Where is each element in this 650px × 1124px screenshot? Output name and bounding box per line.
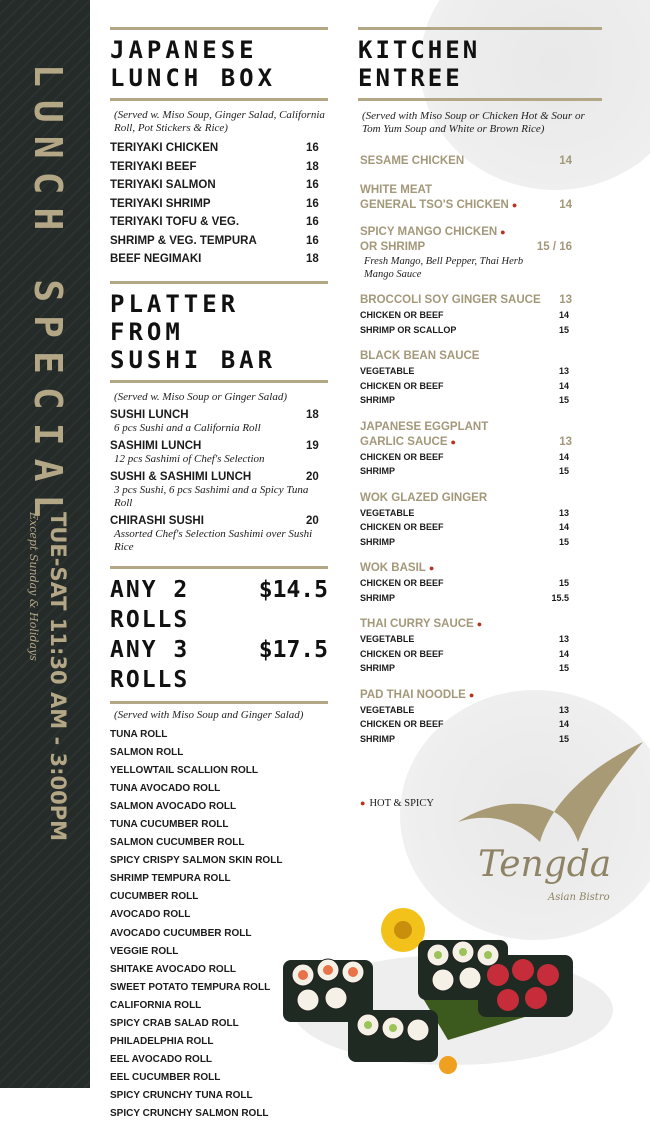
item-price: 20 <box>306 470 319 483</box>
item-name: THAI CURRY SAUCE <box>360 618 474 630</box>
item-price: 13 <box>559 435 572 448</box>
item-price: 19 <box>306 439 319 452</box>
menu-item <box>360 293 572 337</box>
menu-item <box>110 514 328 554</box>
heading-line: JAPANESE <box>110 36 258 64</box>
chili-pepper-icon: ● <box>511 200 518 210</box>
roll-item: SALMON AVOCADO ROLL <box>110 800 237 812</box>
menu-item <box>360 183 572 213</box>
option-name: CHICKEN OR BEEF <box>360 578 444 588</box>
option-price: 13 <box>558 634 569 644</box>
option-price: 15 <box>558 663 569 673</box>
option-price: 15 <box>558 324 569 335</box>
lunch-box-section <box>110 27 328 269</box>
option-name: CHICKEN OR BEEF <box>360 719 444 729</box>
legend-label: HOT & SPICY <box>369 798 435 809</box>
item-name: SUSHI & SASHIMI LUNCH <box>110 470 252 483</box>
roll-item: TUNA AVOCADO ROLL <box>110 782 221 794</box>
item-name: SPICY MANGO CHICKEN <box>360 226 498 238</box>
menu-item <box>110 470 328 510</box>
lunch-special-title: LUNCH SPECIAL <box>26 64 70 531</box>
roll-item: SPICY CRISPY SALMON SKIN ROLL <box>110 855 283 867</box>
lunch-box-list <box>110 139 328 269</box>
menu-item <box>110 195 328 214</box>
rolls-offer-price: $14.5 <box>258 576 328 603</box>
served-note: (Served with Miso Soup or Chicken Hot & Sour or Tom Yum Soup and White or Brown Rice) <box>362 110 585 135</box>
roll-item: YELLOWTAIL SCALLION ROLL <box>110 764 258 776</box>
heading-line: SUSHI BAR <box>110 345 277 374</box>
item-description: Fresh Mango, Bell Pepper, Thai Herb Mango Sauce <box>364 256 524 280</box>
chili-pepper-icon: ● <box>450 436 456 447</box>
item-name: OR SHRIMP <box>360 241 426 253</box>
roll-item: VEGGIE ROLL <box>110 945 179 957</box>
option-name: SHRIMP <box>360 536 396 547</box>
option-name: CHICKEN OR BEEF <box>360 451 444 462</box>
rolls-offer-price: $17.5 <box>258 636 328 663</box>
item-name: WHITE MEAT <box>360 184 432 196</box>
kitchen-heading: KITCHEN ENTREE <box>358 36 481 92</box>
sidebar <box>0 0 90 1088</box>
item-price: 18 <box>306 253 319 265</box>
menu-item <box>110 439 328 466</box>
item-name: BEEF NEGIMAKI <box>110 253 202 265</box>
roll-item: AVOCADO CUCUMBER ROLL <box>110 927 252 939</box>
hours-exception-note: Except Sunday & Holidays <box>27 512 40 661</box>
option-price: 14 <box>558 648 569 659</box>
menu-item <box>360 561 572 605</box>
rolls-offer-label: ANY 3 ROLLS <box>110 636 190 693</box>
roll-item: SHRIMP TEMPURA ROLL <box>110 873 231 885</box>
option-name: SHRIMP <box>360 395 396 405</box>
option-price: 15 <box>558 733 569 744</box>
item-name: BLACK BEAN SAUCE <box>360 350 480 362</box>
menu-item <box>360 154 572 169</box>
option-price: 15.5 <box>551 592 569 603</box>
option-name: CHICKEN OR BEEF <box>360 310 444 320</box>
item-name: TERIYAKI TOFU & VEG. <box>110 216 240 228</box>
item-description: 12 pcs Sashimi of Chef's Selection <box>114 452 265 465</box>
logo-name: Tengda <box>478 844 612 885</box>
served-note: (Served with Miso Soup and Ginger Salad) <box>114 708 304 721</box>
roll-item: AVOCADO ROLL <box>110 909 191 921</box>
roll-item: SALMON ROLL <box>110 746 184 758</box>
item-name: PAD THAI NOODLE <box>360 688 466 701</box>
item-name: SESAME CHICKEN <box>360 155 465 167</box>
chili-pepper-icon: ● <box>476 619 483 629</box>
option-price: 14 <box>558 310 569 320</box>
chili-pepper-icon: ● <box>500 227 506 237</box>
platter-section <box>110 281 328 554</box>
item-name: JAPANESE EGGPLANT <box>360 420 489 433</box>
tengda-logo <box>448 732 648 912</box>
roll-item: EEL CUCUMBER ROLL <box>110 1072 221 1084</box>
option-price: 15 <box>558 578 569 588</box>
lunch-box-heading <box>110 30 328 98</box>
item-price: 18 <box>306 160 319 173</box>
option-name: SHRIMP <box>360 733 396 744</box>
option-price: 13 <box>558 366 569 376</box>
item-name: TERIYAKI BEEF <box>110 160 197 173</box>
served-note: (Served w. Miso Soup, Ginger Salad, California Roll, Pot Stickers & Rice) <box>114 109 325 134</box>
option-name: CHICKEN OR BEEF <box>360 648 444 659</box>
option-price: 13 <box>558 507 569 518</box>
sushi-platter-image <box>278 900 618 1080</box>
item-price: 16 <box>306 197 319 210</box>
option-price: 15 <box>558 395 569 405</box>
option-price: 14 <box>558 451 569 462</box>
option-price: 14 <box>558 380 569 391</box>
roll-item: SPICY CRUNCHY SALMON ROLL <box>110 1108 269 1120</box>
option-name: VEGETABLE <box>360 507 415 518</box>
roll-item: SWEET POTATO TEMPURA ROLL <box>110 981 271 993</box>
roll-item: CALIFORNIA ROLL <box>110 999 202 1011</box>
service-hours: TUE-SAT 11:30 AM - 3:00PM <box>46 512 70 841</box>
item-name: GARLIC SAUCE <box>360 435 448 448</box>
option-name: SHRIMP <box>360 663 396 673</box>
option-name: SHRIMP OR SCALLOP <box>360 324 457 335</box>
option-name: CHICKEN OR BEEF <box>360 522 444 532</box>
roll-item: EEL AVOCADO ROLL <box>110 1054 213 1066</box>
item-price: 16 <box>306 179 319 191</box>
item-name: GENERAL TSO'S CHICKEN <box>360 199 509 211</box>
option-name: CHICKEN OR BEEF <box>360 380 444 391</box>
option-name: VEGETABLE <box>360 704 415 715</box>
right-column <box>358 27 602 809</box>
served-note: (Served w. Miso Soup or Ginger Salad) <box>114 390 288 403</box>
roll-item: SALMON CUCUMBER ROLL <box>110 837 245 849</box>
roll-item: SPICY CRUNCHY TUNA ROLL <box>110 1090 253 1102</box>
item-description: Assorted Chef's Selection Sashimi over Sushi Rice <box>114 527 313 553</box>
chili-pepper-icon: ● <box>360 798 366 808</box>
roll-item: CUCUMBER ROLL <box>110 891 199 903</box>
menu-item <box>110 176 328 195</box>
rolls-offer-label: ANY 2 ROLLS <box>110 576 190 633</box>
roll-item: PHILADELPHIA ROLL <box>110 1036 214 1048</box>
item-name: SHRIMP & VEG. TEMPURA <box>110 234 257 247</box>
menu-item <box>360 349 572 408</box>
option-price: 14 <box>558 522 569 532</box>
menu-item <box>110 139 328 158</box>
item-price: 13 <box>559 294 572 306</box>
chili-pepper-icon: ● <box>428 563 435 573</box>
option-name: SHRIMP <box>360 466 396 476</box>
roll-item: SHITAKE AVOCADO ROLL <box>110 963 236 975</box>
menu-item <box>110 232 328 251</box>
kitchen-list <box>358 154 602 809</box>
item-price: 18 <box>306 408 319 421</box>
menu-item <box>360 225 572 281</box>
option-name: VEGETABLE <box>360 366 415 376</box>
heading-line: LUNCH BOX <box>110 64 277 92</box>
item-name: TERIYAKI SHRIMP <box>110 197 211 210</box>
logo-tagline: Asian Bistro <box>548 892 610 903</box>
item-name: SUSHI LUNCH <box>110 408 189 421</box>
item-description: 3 pcs Sushi, 6 pcs Sashimi and a Spicy Tuna Roll <box>114 483 309 509</box>
rolls-heading <box>110 569 328 701</box>
platter-list <box>110 408 328 554</box>
menu-item <box>110 408 328 435</box>
roll-item: TUNA ROLL <box>110 728 168 740</box>
chili-pepper-icon: ● <box>468 689 475 700</box>
item-price: 16 <box>306 234 319 247</box>
menu-item <box>110 158 328 177</box>
item-name: BROCCOLI SOY GINGER SAUCE <box>360 294 541 306</box>
item-name: TERIYAKI SALMON <box>110 179 216 191</box>
menu-item <box>360 420 572 479</box>
menu-item <box>360 491 572 550</box>
option-price: 15 <box>558 466 569 476</box>
option-name: SHRIMP <box>360 592 396 603</box>
item-name: CHIRASHI SUSHI <box>110 514 204 527</box>
item-price: 20 <box>306 514 319 527</box>
item-price: 15 / 16 <box>536 241 572 253</box>
heading-line: PLATTER FROM <box>110 289 240 346</box>
item-description: 6 pcs Sushi and a California Roll <box>114 421 261 434</box>
item-name: WOK GLAZED GINGER <box>360 491 488 504</box>
item-price: 16 <box>306 142 319 154</box>
platter-heading <box>110 284 328 380</box>
menu-item <box>360 617 572 676</box>
menu-item <box>110 250 328 269</box>
option-name: VEGETABLE <box>360 634 415 644</box>
option-price: 13 <box>558 704 569 715</box>
item-name: SASHIMI LUNCH <box>110 439 202 452</box>
option-price: 14 <box>558 719 569 729</box>
roll-item: TUNA CUCUMBER ROLL <box>110 818 229 830</box>
item-price: 16 <box>306 216 319 228</box>
roll-item: SPICY CRAB SALAD ROLL <box>110 1018 239 1029</box>
item-name: WOK BASIL <box>360 562 426 574</box>
option-price: 15 <box>558 536 569 547</box>
item-price: 14 <box>559 199 572 211</box>
menu-item <box>110 213 328 232</box>
item-price: 14 <box>559 155 572 167</box>
item-name: TERIYAKI CHICKEN <box>110 142 219 154</box>
